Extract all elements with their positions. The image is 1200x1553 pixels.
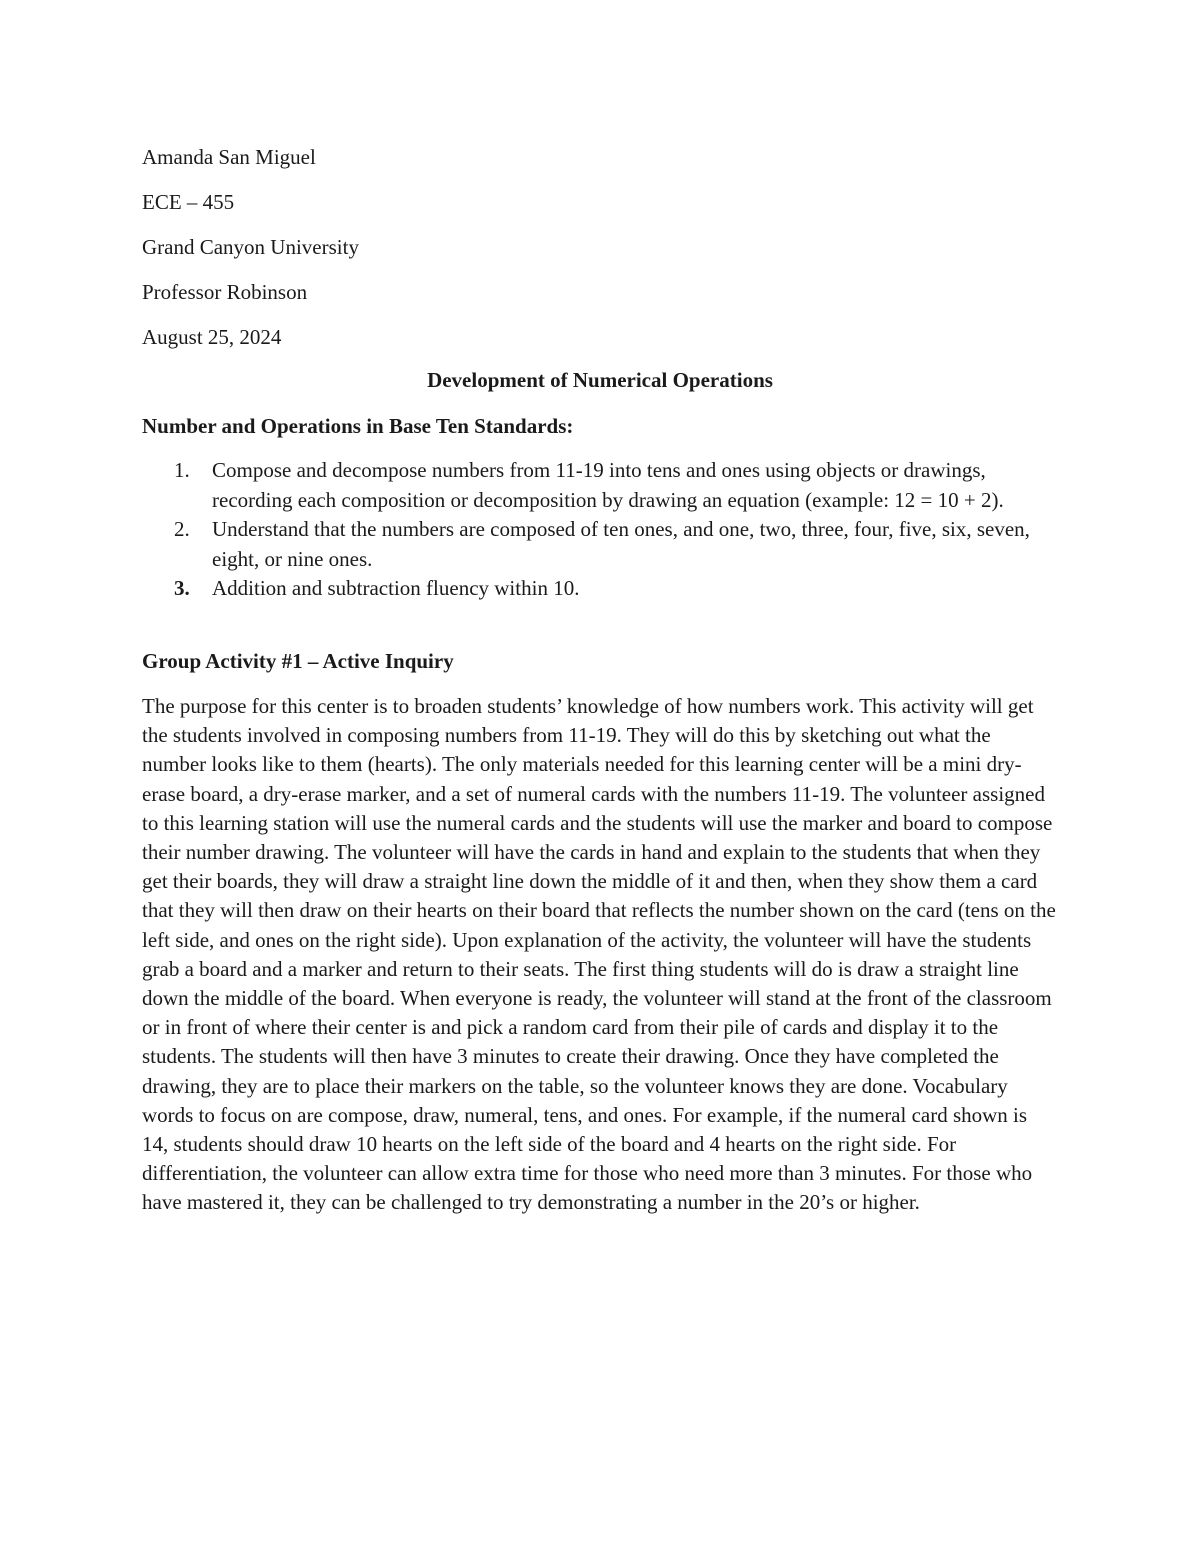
document-date: August 25, 2024: [142, 325, 282, 349]
professor-name: Professor Robinson: [142, 280, 308, 304]
course-code: ECE – 455: [142, 190, 235, 214]
list-item-number: 2.: [174, 517, 190, 541]
list-item: [142, 456, 1042, 515]
list-item-number: 1.: [174, 458, 190, 482]
list-item: [142, 515, 1042, 574]
list-item-text: Understand that the numbers are composed of ten ones, and one, two, three, four, five, six, seven, eight, or nine ones.: [212, 517, 1030, 571]
list-item-number: 3.: [174, 576, 190, 600]
document-title-text: Development of Numerical Operations: [427, 368, 773, 392]
activity-paragraph: The purpose for this center is to broaden students’ knowledge of how numbers work. This activity will get the students involved in composing numbers from 11-19. They will do this by sketching out what the number looks like to them (hearts). The only materials needed for this learning center will be a mini dry-erase board, a dry-erase marker, and a set of numeral cards with the numbers 11-19. The volunteer assigned to this learning station will use the numeral cards and the students will use the marker and board to compose their number drawing. The volunteer will have the cards in hand and explain to the students that when they get their boards, they will draw a straight line down the middle of it and then, when they show them a card that they will then draw on their hearts on their board that reflects the number shown on the card (tens on the left side, and ones on the right side). Upon explanation of the activity, the volunteer will have the students grab a board and a marker and return to their seats. The first thing students will do is draw a straight line down the middle of the board. When everyone is ready, the volunteer will stand at the front of the classroom or in front of where their center is and pick a random card from their pile of cards and display it to the students. The students will then have 3 minutes to create their drawing. Once they have completed the drawing, they are to place their markers on the table, so the volunteer knows they are done. Vocabulary words to focus on are compose, draw, numeral, tens, and ones. For example, if the numeral card shown is 14, students should draw 10 hearts on the left side of the board and 4 hearts on the right side. For differentiation, the volunteer can allow extra time for those who need more than 3 minutes. For those who have mastered it, they can be challenged to try demonstrating a number in the 20’s or higher.: [142, 694, 1056, 1215]
activity-heading: Group Activity #1 – Active Inquiry: [142, 649, 454, 673]
author-name: Amanda San Miguel: [142, 145, 316, 169]
list-item: [142, 574, 1042, 604]
list-item-text: Addition and subtraction fluency within 10.: [212, 576, 580, 600]
document-title: [0, 366, 1200, 394]
list-item-text: Compose and decompose numbers from 11-19 into tens and ones using objects or drawings, recording each composition or decomposition by drawing an equation (example: 12 = 10 + 2).: [212, 458, 1004, 512]
standards-heading: Number and Operations in Base Ten Standards:: [142, 414, 574, 438]
university-name: Grand Canyon University: [142, 235, 359, 259]
standards-list: [142, 456, 1042, 604]
